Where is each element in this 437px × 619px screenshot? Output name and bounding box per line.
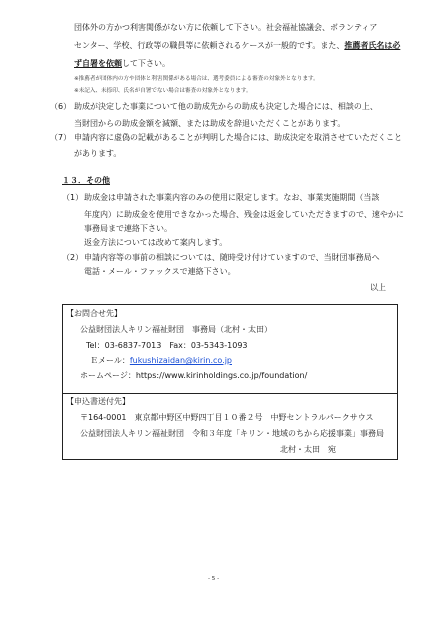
item-7-line-1: 申請内容に虚偽の記載があることが判明した場合には、助成決定を取消させていただくこと [74, 133, 402, 142]
s13-item-1-line-2: 年度内）に助成金を使用できなかった場合、残金は返金していただきますので、速やかに [84, 210, 404, 219]
s13-item-1-line-3: 事務局まで連絡下さい。 [84, 224, 172, 233]
contact-homepage[interactable]: ホームページ：https://www.kirinholdings.co.jp/foundation/ [80, 371, 308, 380]
closing-text: 以上 [370, 283, 386, 292]
continued-line-2 [74, 42, 400, 50]
section-13-heading: １３．その他 [62, 176, 110, 185]
s13-item-2-line-2: 電話・メール・ファックスで連絡下さい。 [84, 267, 236, 276]
contact-org: 公益財団法人キリン福祉財団 事務局（北村・太田） [80, 325, 272, 334]
note-2: ※未記入、未捺印、氏名が自署でない場合は審査の対象外となります。 [74, 88, 252, 94]
contact-heading: 【お問合せ先】 [66, 309, 122, 318]
continued-line-2-text: センター、学校、行政等の職員等に依頼されるケースが一般的です。また、 [74, 41, 345, 50]
item-6-number: （6） [50, 102, 72, 111]
contact-email-row [90, 357, 232, 365]
s13-item-2-number: （2） [62, 253, 84, 262]
mailing-heading: 【申込書送付先】 [66, 397, 130, 406]
mailing-address: 〒164-0001 東京都中野区中野四丁目１０番２号 中野セントラルパークサウス [80, 413, 374, 422]
s13-item-1-line-1: 助成金は申請された事業内容のみの使用に限定します。なお、事業実施期間（当該 [84, 193, 380, 202]
email-link[interactable]: fukushizaidan@kirin.co.jp [129, 356, 232, 365]
item-7-line-2: があります。 [74, 149, 122, 158]
signature-emphasis-1: 推薦者氏名は必 [344, 41, 401, 50]
contact-divider [62, 393, 398, 394]
continued-line-1: 団体外の方かつ利害関係がない方に依頼して下さい。社会福祉協議会、ボランティア [74, 23, 378, 32]
continued-line-3 [74, 60, 170, 68]
s13-item-2-line-1: 申請内容等の事前の相談については、随時受け付けていますので、当財団事務局へ [84, 253, 380, 262]
page-number: - 5 - [208, 576, 220, 582]
s13-item-1-number: （1） [62, 193, 84, 202]
mailing-attn: 北村・太田 宛 [280, 445, 336, 454]
item-7-number: （7） [50, 133, 72, 142]
contact-tel-fax: Tel：03-6837-7013 Fax：03-5343-1093 [86, 341, 248, 350]
note-1: ※推薦者が団体内の方や団体と利害関係がある場合は、選考委員による審査の対象外となります。 [74, 76, 319, 82]
item-6-line-1: 助成が決定した事業について他の助成先からの助成も決定した場合には、相談の上、 [74, 102, 378, 111]
email-label: Ｅメール： [90, 356, 130, 365]
item-6-line-2: 当財団からの助成金額を減額、または助成を辞退いただくことがあります。 [74, 119, 346, 128]
mailing-org: 公益財団法人キリン福祉財団 令和３年度「キリン・地域のちから応援事業」事務局 [80, 429, 384, 438]
continued-line-3-text: して下さい。 [122, 59, 170, 68]
signature-emphasis-2: ず自署を依頼 [74, 59, 122, 68]
s13-item-1-line-4: 返金方法については改めて案内します。 [84, 238, 228, 247]
